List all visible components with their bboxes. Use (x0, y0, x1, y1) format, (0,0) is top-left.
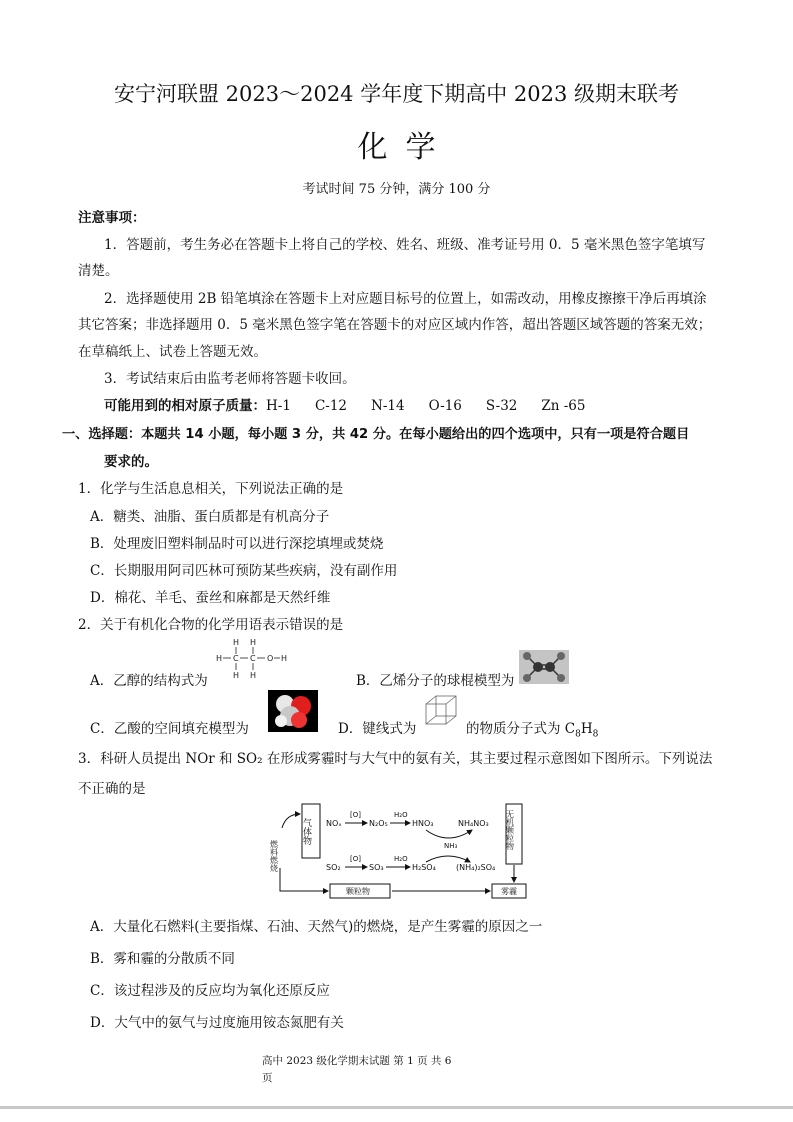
notes-heading: 注意事项： (78, 210, 146, 226)
ethanol-c-2: C (250, 654, 256, 663)
note-2-line-2: 其它答案；非选择题用 0．5 毫米黑色签字笔在答题卡的对应区域内作答，超出答题区域答题的答案无效； (78, 317, 712, 333)
atomic-o: O-16 (428, 398, 462, 414)
ethanol-c-1: C (233, 654, 239, 663)
q2-option-d-formula (466, 717, 598, 740)
particles-label: 颗粒物 (346, 887, 370, 896)
q2-d-sub-c: 8 (575, 729, 581, 740)
q3-option-d: D．大气中的氨气与过度施用铵态氮肥有关 (90, 1015, 344, 1031)
ethanol-o: O (267, 654, 274, 663)
atomic-c: C-12 (314, 398, 348, 414)
q3-stem-line-1: 3．科研人员提出 NOr 和 SO₂ 在形成雾霾时与大气中的氨有关，其主要过程示意图如下图所示。下列说法 (78, 751, 713, 767)
q1-option-b: B．处理废旧塑料制品时可以进行深挖填埋或焚烧 (90, 536, 384, 552)
row1-nh4no3: NH₄NO₃ (458, 819, 489, 828)
q3-option-a: A．大量化石燃料(主要指煤、石油、天然气)的燃烧，是产生雾霾的原因之一 (90, 919, 543, 935)
atomic-zn: Zn -65 (541, 398, 586, 414)
row2-nh4-2so4: (NH₄)₂SO₄ (456, 863, 496, 872)
smog-label: 雾霾 (501, 887, 517, 896)
q2-d-text: 的物质分子式为 C (466, 721, 576, 737)
smog-formation-diagram (266, 798, 530, 902)
subject-title: 化学 (357, 130, 454, 165)
q2-option-c: C．乙酸的空间填充模型为 (90, 721, 249, 737)
ethanol-h-bottom-1: H (233, 671, 240, 680)
footer-page-info-line-1: 高中 2023 级化学期末试题 第 1 页 共 6 (262, 1055, 452, 1067)
q1-stem: 1．化学与生活息息相关，下列说法正确的是 (78, 481, 344, 497)
gas-label: 气体物 (301, 818, 311, 845)
atomic-mass-label: 可能用到的相对原子质量： (104, 398, 266, 414)
row1-oxidize: [O] (350, 811, 361, 819)
section-1-line-1: 一、选择题：本题共 14 小题，每小题 3 分，共 42 分。在每小题给出的四个选项中，只有一项是符合题目 (62, 427, 690, 442)
cubane-skeletal-formula (423, 692, 459, 730)
q1-option-d: D．棉花、羊毛、蚕丝和麻都是天然纤维 (90, 590, 331, 606)
exam-title: 安宁河联盟 2023～2024 学年度下期高中 2023 级期末联考 (113, 82, 680, 106)
ethanol-h-right: H (281, 654, 288, 663)
atomic-n: N-14 (371, 398, 405, 414)
page-bottom-bar (0, 1106, 793, 1109)
inorganic-particles-label: 无机颗粒物 (505, 810, 515, 850)
nh3-label: NH₃ (444, 842, 458, 850)
section-1-line-2: 要求的。 (104, 454, 158, 470)
q3-option-b: B．雾和霾的分散质不同 (90, 951, 235, 967)
row1-hno3: HNO₃ (412, 819, 434, 828)
q2-d-h: H (580, 721, 593, 737)
q3-option-c: C．该过程涉及的反应均为氧化还原反应 (90, 983, 330, 999)
note-1-line-2: 清楚。 (78, 263, 119, 279)
note-2-line-3: 在草稿纸上、试卷上答题无效。 (78, 344, 267, 360)
row1-water: H₂O (394, 811, 408, 819)
ethanol-h-bottom-2: H (250, 671, 257, 680)
ethanol-h-top-1: H (233, 638, 240, 647)
q1-option-c: C．长期服用阿司匹林可预防某些疾病，没有副作用 (90, 563, 398, 579)
note-3: 3．考试结束后由监考老师将答题卡收回。 (104, 371, 356, 387)
footer-page-info-line-2: 页 (262, 1072, 273, 1084)
acetic-acid-space-filling-model (268, 690, 318, 732)
q2-stem: 2．关于有机化合物的化学用语表示错误的是 (78, 617, 344, 633)
q2-option-a: A．乙醇的结构式为 (90, 673, 208, 689)
row2-so2: SO₂ (326, 863, 341, 872)
q2-option-d-prefix: D．键线式为 (338, 721, 417, 737)
exam-time-info: 考试时间 75 分钟，满分 100 分 (302, 182, 491, 197)
ethylene-ball-stick-model (519, 650, 569, 684)
row1-nox: NOₓ (326, 819, 342, 828)
atomic-mass-line (104, 394, 585, 414)
row2-so3: SO₃ (369, 863, 384, 872)
note-2-line-1: 2．选择题使用 2B 铅笔填涂在答题卡上对应题目标号的位置上，如需改动，用橡皮擦擦干净后再填涂 (104, 291, 707, 307)
ethanol-h-top-2: H (250, 638, 257, 647)
q1-option-a: A．糖类、油脂、蛋白质都是有机高分子 (90, 509, 330, 525)
row2-oxidize: [O] (350, 855, 361, 863)
ethanol-h-left: H (216, 654, 223, 663)
note-1-line-1: 1．答题前，考生务必在答题卡上将自己的学校、姓名、班级、准考证号用 0．5 毫米黑色签字笔填写 (104, 237, 706, 253)
ethanol-structural-formula (212, 636, 292, 682)
atomic-s: S-32 (485, 398, 518, 414)
row2-water: H₂O (394, 855, 408, 863)
q2-d-sub-h: 8 (592, 729, 599, 740)
row2-h2so4: H₂SO₄ (412, 863, 436, 872)
q2-option-b: B．乙烯分子的球棍模型为 (356, 673, 515, 689)
fuel-combustion-label: 燃料燃烧 (269, 840, 279, 872)
q3-stem-line-2: 不正确的是 (78, 781, 146, 797)
atomic-h: H-1 (266, 398, 291, 414)
row1-n2o5: N₂O₅ (369, 819, 388, 828)
